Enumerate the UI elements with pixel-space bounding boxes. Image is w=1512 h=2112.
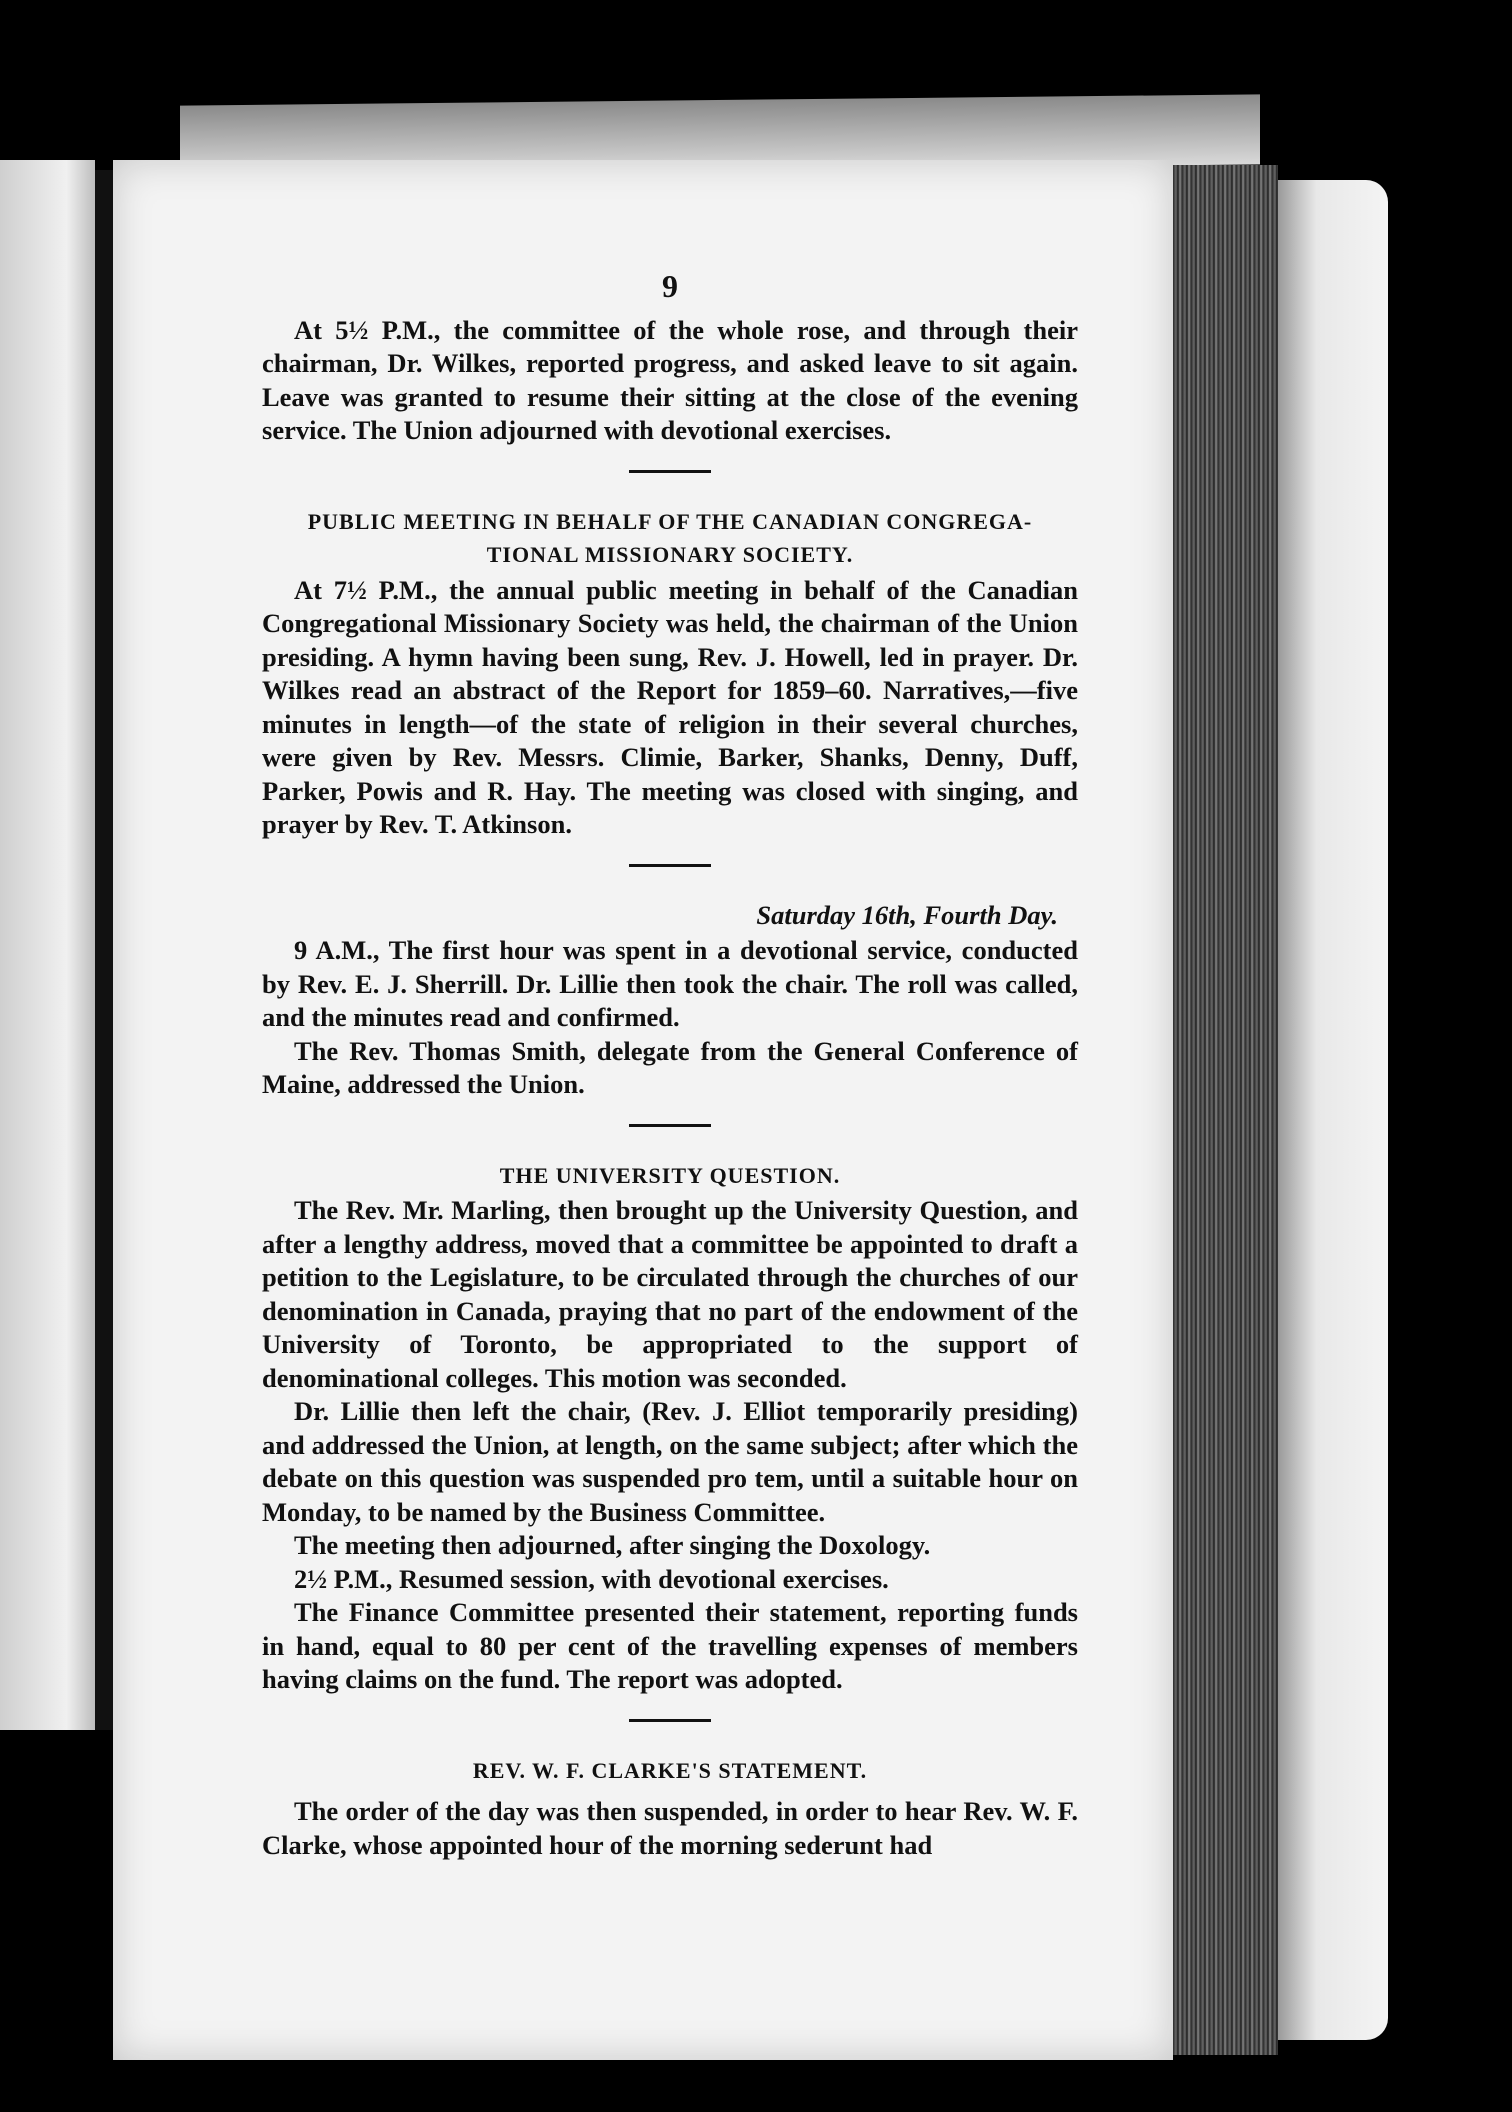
- heading-line: PUBLIC MEETING IN BEHALF OF THE CANADIAN CONGREGA-: [307, 508, 1033, 534]
- intro-paragraph: At 5½ P.M., the committee of the whole rose, and through their chairman, Dr. Wilkes, reported progress, and asked leave to sit again. Leave was granted to resume their sitting at the close of the evening service. The Union adjourned with devotional exercises.: [262, 314, 1078, 445]
- section-divider: [629, 1124, 711, 1127]
- public-meeting-heading: [262, 505, 1078, 572]
- university-paragraph: The Rev. Mr. Marling, then brought up the University Question, and after a lengthy address, moved that a committee be appointed to draft a petition to the Legislature, to be circulated through the churches of our denomination in Canada, praying that no part of the endowment of the University of Toronto, be appropriated to the support of denominational colleges. This motion was seconded.: [262, 1195, 1078, 1393]
- saturday-paragraph: 9 A.M., The first hour was spent in a devotional service, conducted by Rev. E. J. Sherrill. Dr. Lillie then took the chair. The roll was called, and the minutes read and confirmed.: [262, 935, 1078, 1032]
- section-divider: [629, 864, 711, 867]
- public-meeting-paragraph: At 7½ P.M., the annual public meeting in behalf of the Canadian Congregational Missionary Society was held, the chairman of the Union presiding. A hymn having been sung, Rev. J. Howell, led in prayer. Dr. Wilkes read an abstract of the Report for 1859–60. Narratives,—five minutes in length—of the state of religion in their several churches, were given by Rev. Messrs. Climie, Barker, Shanks, Denny, Duff, Parker, Powis and R. Hay. The meeting was closed with singing, and prayer by Rev. T. Atkinson.: [262, 574, 1078, 839]
- left-page-edge: [0, 160, 95, 1730]
- university-question-heading: THE UNIVERSITY QUESTION.: [499, 1162, 841, 1188]
- page-number: 9: [662, 268, 678, 304]
- university-paragraph: The Finance Committee presented their statement, reporting funds in hand, equal to 80 per cent of the travelling expenses of members having claims on the fund. The report was adopted.: [262, 1597, 1078, 1694]
- right-page-spread: [1278, 180, 1388, 2040]
- day-heading: Saturday 16th, Fourth Day.: [756, 899, 1058, 930]
- clarke-statement-heading: REV. W. F. CLARKE'S STATEMENT.: [472, 1757, 868, 1783]
- clarke-paragraph: The order of the day was then suspended, in order to hear Rev. W. F. Clarke, whose appointed hour of the morning sederunt had: [262, 1796, 1078, 1860]
- section-divider: [629, 470, 711, 473]
- heading-line: TIONAL MISSIONARY SOCIETY.: [486, 542, 854, 567]
- section-divider: [629, 1719, 711, 1722]
- book-gutter: [95, 170, 113, 1730]
- university-paragraph: The meeting then adjourned, after singing the Doxology.: [294, 1530, 931, 1560]
- page-stack-edges: [1173, 165, 1278, 2055]
- saturday-paragraph: The Rev. Thomas Smith, delegate from the General Conference of Maine, addressed the Union.: [262, 1035, 1078, 1099]
- page-content: [262, 270, 1078, 1862]
- university-paragraph: 2½ P.M., Resumed session, with devotional exercises.: [294, 1563, 889, 1594]
- university-paragraph: Dr. Lillie then left the chair, (Rev. J. Elliot temporarily presiding) and addressed the Union, at length, on the same subject; after which the debate on this question was suspended pro tem, until a suitable hour on Monday, to be named by the Business Committee.: [262, 1396, 1078, 1527]
